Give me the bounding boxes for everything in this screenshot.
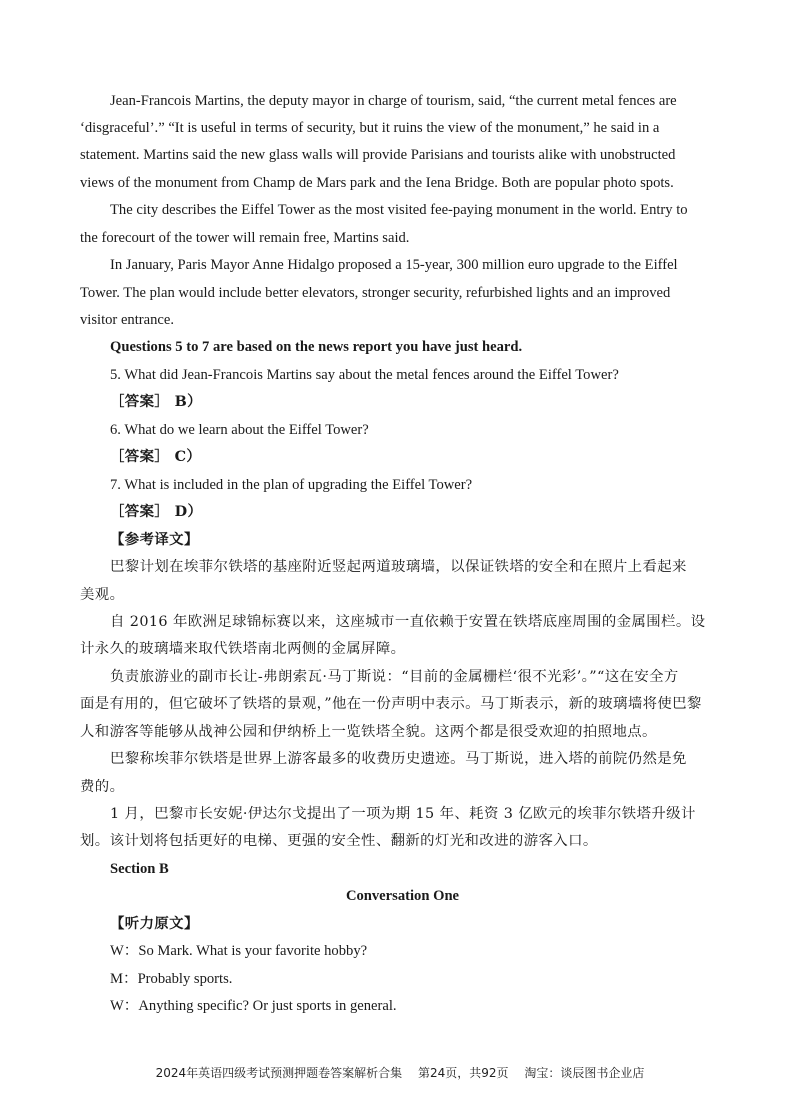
passage-line: Jean-Francois Martins, the deputy mayor in charge of tourism, said, “the current metal fences are [110,93,677,109]
passage-line: In January, Paris Mayor Anne Hidalgo proposed a 15-year, 300 million euro upgrade to the Eiffel [110,257,678,273]
question-5: 5. What did Jean-Francois Martins say about the metal fences around the Eiffel Tower? [110,367,619,383]
section-heading: Section B [110,861,169,877]
translation-line: 1 月，巴黎市长安妮·伊达尔戈提出了一项为期 15 年、耗资 3 亿欧元的埃菲尔铁塔升级计 [110,806,696,822]
footer-page-number: 第24页，共92页 [417,1066,509,1080]
script-heading: 【听力原文】 [110,915,199,932]
question-7: 7. What is included in the plan of upgrading the Eiffel Tower? [110,477,473,493]
answer-6: ［答案］ C） [110,448,202,465]
answer-5: ［答案］ B） [110,393,202,410]
questions-heading: Questions 5 to 7 are based on the news report you have just heard. [110,339,523,355]
question-6: 6. What do we learn about the Eiffel Tower? [110,422,369,438]
translation-line: 巴黎计划在埃菲尔铁塔的基座附近竖起两道玻璃墙，以保证铁塔的安全和在照片上看起来 [110,559,687,575]
dialogue-line: W：Anything specific? Or just sports in general. [110,998,397,1014]
conversation-title: Conversation One [345,888,460,904]
passage-line: visitor entrance. [80,312,175,328]
passage-line: views of the monument from Champ de Mars park and the Iena Bridge. Both are popular photo spots. [80,175,674,191]
passage-line: The city describes the Eiffel Tower as the most visited fee-paying monument in the world. Entry to [110,202,688,218]
page-footer [0,1064,800,1081]
passage-line: ‘disgraceful’.” “It is useful in terms of security, but it ruins the view of the monument,” he said in a [80,120,660,136]
translation-line: 巴黎称埃菲尔铁塔是世界上游客最多的收费历史遗迹。马丁斯说，进入塔的前院仍然是免 [110,751,687,767]
translation-line: 计永久的玻璃墙来取代铁塔南北两侧的金属屏障。 [80,641,406,657]
translation-heading: 【参考译文】 [110,531,199,548]
translation-line: 费的。 [80,779,125,795]
answer-7: ［答案］ D） [110,503,203,520]
translation-line: 美观。 [80,587,125,603]
translation-line: 负责旅游业的副市长让-弗朗索瓦·马丁斯说：“目前的金属栅栏‘很不光彩’。”“这在安全方 [110,669,679,685]
translation-line: 划。该计划将包括更好的电梯、更强的安全性、翻新的灯光和改进的游客入口。 [80,833,598,849]
dialogue-line: W：So Mark. What is your favorite hobby? [110,943,368,959]
passage-line: Tower. The plan would include better elevators, stronger security, refurbished lights and an improved [80,285,671,301]
translation-line: 人和游客等能够从战神公园和伊纳桥上一览铁塔全貌。这两个都是很受欢迎的拍照地点。 [80,724,657,740]
translation-line: 自 2016 年欧洲足球锦标赛以来，这座城市一直依赖于安置在铁塔底座周围的金属围栏。设 [110,614,706,630]
passage-line: the forecourt of the tower will remain free, Martins said. [80,230,410,246]
passage-line: statement. Martins said the new glass walls will provide Parisians and tourists alike with unobstructed [80,147,676,163]
dialogue-line: M：Probably sports. [110,971,233,987]
translation-line: 面是有用的，但它破坏了铁塔的景观，”他在一份声明中表示。马丁斯表示，新的玻璃墙将使巴黎 [80,696,702,712]
footer-title: 2024年英语四级考试预测押题卷答案解析合集 [155,1066,403,1080]
footer-shop: 淘宝：谈辰图书企业店 [524,1066,645,1080]
